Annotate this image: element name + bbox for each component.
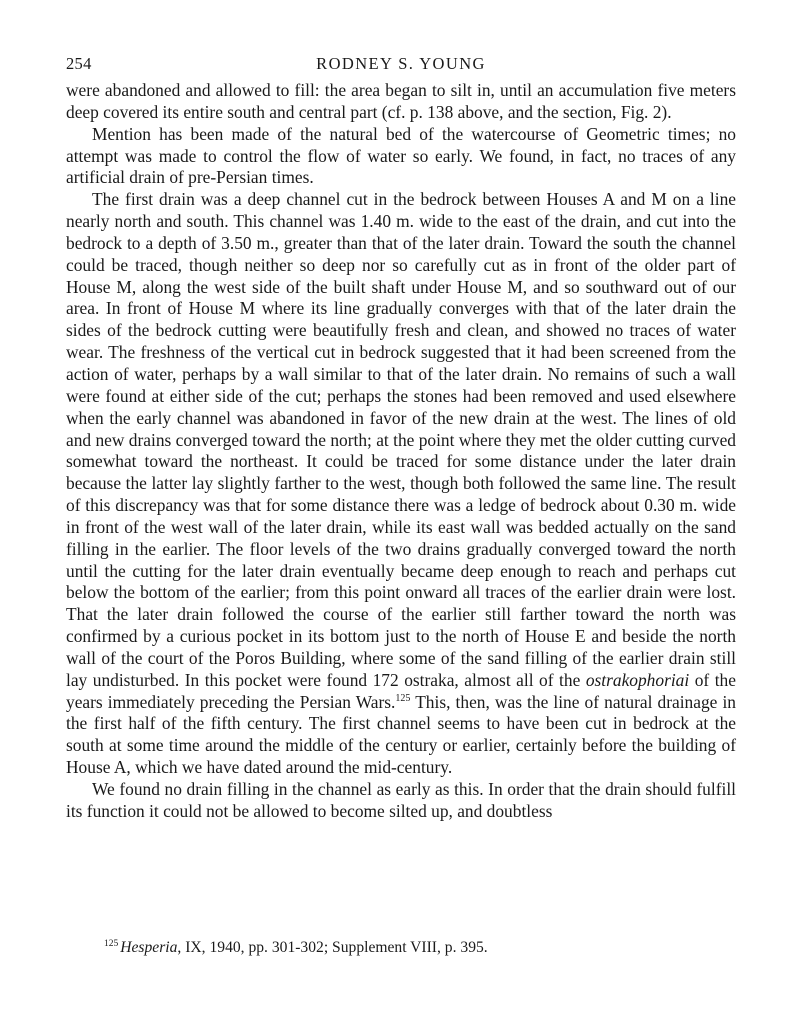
page-number: 254: [66, 54, 92, 73]
italic-term: ostrakophoriai: [585, 669, 690, 690]
paragraph-text: The first drain was a deep channel cut in the bedrock between Houses A and M on a line nearly north and south. This channel was 1.40 m. wide to the east of the drain, and cut into the bedrock to a depth of 3.50 m., greater than that of the later drain. Toward the south the channel could be traced, though neither so deep nor so carefully cut as in front of the older part of House M, along the west side of the built shaft under House M, and so southward out of our area. In front of House M where its line gradually converges with that of the later drain the sides of the bedrock cutting were beautifully fresh and clean, and showed no traces of water wear. The freshness of the vertical cut in bedrock suggested that it had been screened from the action of water, perhaps by a wall similar to that of the later drain. No remains of such a wall were found at either side of the cut; perhaps the stones had been removed and used elsewhere when the early channel was abandoned in favor of the new drain at the west. The lines of old and new drains converged toward the north; at the point where they met the older cutting curved somewhat toward the northeast. It could be traced for some distance under the later drain because the latter lay slightly farther to the west, though both followed the same line. The result of this discrepancy was that for some distance there was a ledge of bedrock about 0.30 m. wide in front of the west wall of the later drain, while its east wall was bedded actually on the sand filling in the earlier. The floor levels of the two drains gradually converged toward the north until the cutting for the later drain eventually became deep enough to reach and perhaps cut below the bottom of the earlier; from this point onward all traces of the earlier drain were lost. That the later drain followed the course of the earlier still farther toward the north was confirmed by a curious pocket in its bottom just to the north of House E and beside the north wall of the court of the Poros Building, where some of the sand filling of the earlier drain still lay undisturbed. In this pocket were found 172 ostraka, almost all of the: [66, 189, 736, 690]
body-text: [66, 80, 736, 823]
paragraph-continued: were abandoned and allowed to fill: the area began to silt in, until an accumulation five meters deep covered its entire south and central part (cf. p. 138 above, and the section, Fig. 2).: [66, 80, 736, 122]
footnote-number: 125: [104, 939, 119, 949]
running-head: [66, 52, 736, 76]
paragraph-drain-filling: We found no drain filling in the channel as early as this. In order that the drain should fulfill its function it could not be allowed to become silted up, and doubtless: [66, 779, 736, 821]
footnote-journal: Hesperia: [120, 939, 178, 956]
paragraph-first-drain: [66, 189, 736, 779]
footnote: [104, 938, 488, 958]
paragraph-text: of the years immediately preceding the Persian Wars.: [66, 669, 736, 712]
footnote-text: , IX, 1940, pp. 301-302; Supplement VIII, p. 395.: [177, 939, 488, 956]
paragraph-watercourse: Mention has been made of the natural bed of the watercourse of Geometric times; no attempt was made to control the flow of water so early. We found, in fact, no traces of any artificial drain of pre-Persian times.: [66, 123, 736, 188]
running-head-author: RODNEY S. YOUNG: [316, 54, 486, 73]
paragraph-text: This, then, was the line of natural drainage in the first half of the fifth century. The first channel seems to have been cut in bedrock at the south at some time around the middle of the century or earlier, certainly before the building of House A, which we have dated around the mid-century.: [66, 691, 736, 778]
footnote-reference[interactable]: 125: [395, 692, 411, 704]
page: [66, 52, 736, 823]
